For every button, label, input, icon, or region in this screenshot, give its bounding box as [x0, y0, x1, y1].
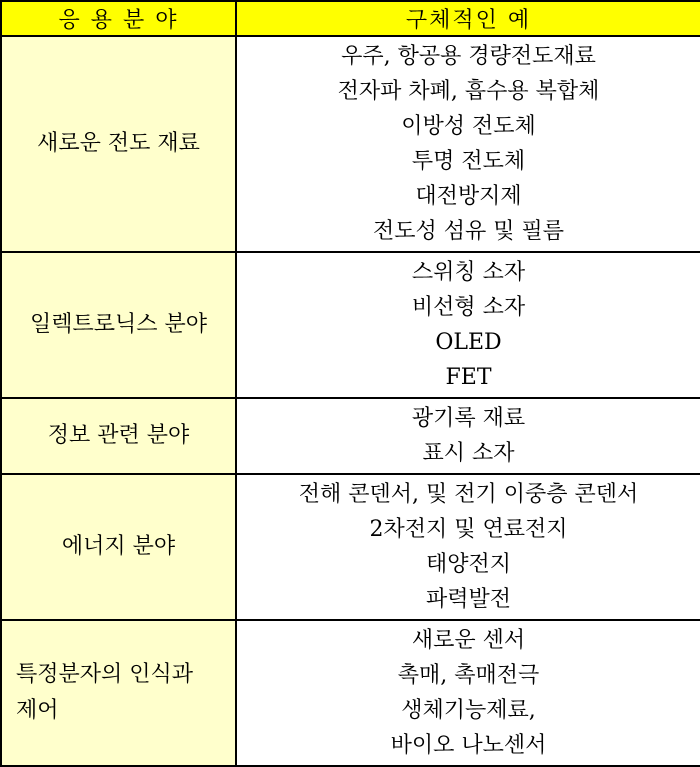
example-item: 전도성 섬유 및 필름: [373, 219, 564, 244]
example-item: 촉매, 촉매전극: [397, 663, 540, 688]
header-examples: 구체적인 예: [236, 1, 700, 36]
field-cell: 에너지 분야: [1, 474, 236, 620]
example-item: 광기록 재료: [411, 406, 526, 431]
example-item: 생체기능제료,: [401, 698, 536, 723]
example-item: 스위칭 소자: [411, 260, 526, 285]
example-item: 이방성 전도체: [401, 114, 536, 139]
example-item: 비선형 소자: [411, 295, 526, 320]
example-item: 대전방지제: [415, 184, 522, 209]
example-item: FET: [445, 365, 492, 390]
example-item: 바이오 나노센서: [390, 733, 547, 758]
example-item: 태양전지: [425, 552, 511, 577]
examples-list: [237, 401, 700, 471]
example-item: 파력발전: [425, 587, 511, 612]
table-row: [1, 252, 700, 398]
example-item: 2차전지 및 연료전지: [369, 517, 568, 542]
examples-cell: [236, 36, 700, 252]
table-row: [1, 474, 700, 620]
examples-cell: [236, 252, 700, 398]
example-item: 투명 전도체: [411, 149, 526, 174]
examples-cell: [236, 474, 700, 620]
field-cell: 새로운 전도 재료: [1, 36, 236, 252]
example-item: 전자파 차폐, 흡수용 복합체: [337, 79, 600, 104]
field-cell: 일렉트로닉스 분야: [1, 252, 236, 398]
header-field: 응 용 분 야: [1, 1, 236, 36]
examples-list: [237, 255, 700, 395]
example-item: 새로운 센서: [411, 628, 526, 653]
examples-list: [237, 39, 700, 249]
field-cell: 특정분자의 인식과 제어: [1, 620, 236, 766]
examples-cell: [236, 620, 700, 766]
examples-cell: [236, 398, 700, 474]
example-item: 표시 소자: [422, 441, 515, 466]
table-row: [1, 398, 700, 474]
examples-list: [237, 477, 700, 617]
table-row: [1, 36, 700, 252]
example-item: 전해 콘덴서, 및 전기 이중층 콘덴서: [298, 482, 639, 507]
example-item: OLED: [435, 330, 502, 355]
examples-list: [237, 623, 700, 763]
table-row: [1, 620, 700, 766]
field-cell: 정보 관련 분야: [1, 398, 236, 474]
header-row: [1, 1, 700, 36]
example-item: 우주, 항공용 경량전도재료: [341, 44, 596, 69]
